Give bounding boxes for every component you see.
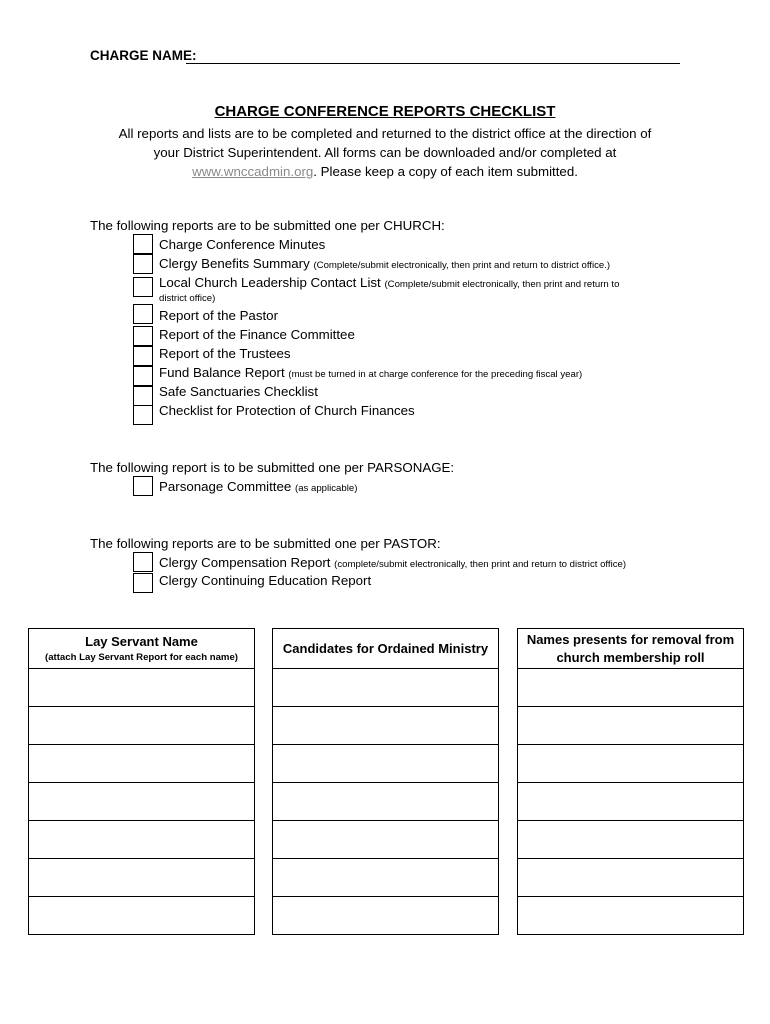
website-link[interactable]: www.wnccadmin.org [192,164,314,179]
intro-line-1: All reports and lists are to be completed and returned to the district office at the direction of [118,126,652,141]
table-row[interactable] [273,821,499,859]
item-leadership-contact-list: Local Church Leadership Contact List (Complete/submit electronically, then print and return to [159,275,620,290]
item-note: (must be turned in at charge conference for the preceding fiscal year) [288,369,583,380]
table-row[interactable] [518,669,744,707]
item-clergy-compensation: Clergy Compensation Report (complete/submit electronically, then print and return to district office) [159,555,627,570]
table-row[interactable] [518,745,744,783]
item-note: (as applicable) [295,483,358,494]
checkbox-clergy-compensation[interactable] [133,552,153,572]
lay-servant-header: Lay Servant Name (attach Lay Servant Report for each name) [29,629,255,669]
item-continuing-education: Clergy Continuing Education Report [159,573,372,588]
item-report-of-trustees: Report of the Trustees [159,346,291,361]
item-note: (complete/submit electronically, then print and return to district office) [334,559,627,570]
parsonage-section-heading: The following report is to be submitted one per PARSONAGE: [90,460,455,475]
checkbox-fund-balance-report[interactable] [133,366,153,386]
table-row[interactable] [273,669,499,707]
checkbox-charge-conference-minutes[interactable] [133,234,153,254]
table-row[interactable] [518,821,744,859]
table-row[interactable] [518,897,744,935]
item-charge-conference-minutes: Charge Conference Minutes [159,237,326,252]
page-title: CHARGE CONFERENCE REPORTS CHECKLIST [214,103,556,120]
table-row[interactable] [29,859,255,897]
removal-table [517,628,744,935]
table-row[interactable] [518,859,744,897]
removal-header: Names presents for removal from church membership roll [518,629,744,669]
intro-line-2: your District Superintendent. All forms can be downloaded and/or completed at [153,145,617,160]
checkbox-report-of-trustees[interactable] [133,346,153,366]
table-row[interactable] [29,745,255,783]
table-row[interactable] [29,783,255,821]
item-note: (Complete/submit electronically, then print and return to [384,279,620,290]
table-row[interactable] [273,745,499,783]
charge-name-label: CHARGE NAME: [90,48,197,63]
table-row[interactable] [29,669,255,707]
item-fund-balance-report: Fund Balance Report (must be turned in at charge conference for the preceding fiscal year) [159,365,583,380]
table-row[interactable] [29,821,255,859]
charge-name-field[interactable] [186,63,680,64]
intro-line-3 [85,162,685,181]
item-note: (Complete/submit electronically, then print and return to district office.) [313,260,611,271]
table-row[interactable] [518,707,744,745]
church-section-heading: The following reports are to be submitted one per CHURCH: [90,218,445,233]
item-clergy-benefits-summary: Clergy Benefits Summary (Complete/submit electronically, then print and return to district office.) [159,256,611,271]
checkbox-clergy-benefits-summary[interactable] [133,254,153,274]
checkbox-finance-committee[interactable] [133,326,153,346]
checkbox-leadership-contact-list[interactable] [133,277,153,297]
checkbox-parsonage-committee[interactable] [133,476,153,496]
item-finance-committee: Report of the Finance Committee [159,327,355,342]
table-row[interactable] [273,707,499,745]
item-note-continued: district office) [159,293,216,304]
table-row[interactable] [273,897,499,935]
checkbox-church-finances[interactable] [133,405,153,425]
candidates-table [272,628,499,935]
lay-servant-subheader: (attach Lay Servant Report for each name) [45,651,238,663]
intro-paragraph [85,124,685,181]
intro-line-3-rest: . Please keep a copy of each item submitted. [313,164,578,179]
table-row[interactable] [29,897,255,935]
table-row[interactable] [273,783,499,821]
item-church-finances: Checklist for Protection of Church Finances [159,403,415,418]
table-row[interactable] [518,783,744,821]
item-report-of-pastor: Report of the Pastor [159,308,278,323]
checkbox-safe-sanctuaries[interactable] [133,386,153,406]
table-row[interactable] [29,707,255,745]
candidates-header: Candidates for Ordained Ministry [273,629,499,669]
checkbox-continuing-education[interactable] [133,573,153,593]
table-row[interactable] [273,859,499,897]
checkbox-report-of-pastor[interactable] [133,304,153,324]
lay-servant-table [28,628,255,935]
pastor-section-heading: The following reports are to be submitted one per PASTOR: [90,536,441,551]
item-parsonage-committee: Parsonage Committee (as applicable) [159,479,358,494]
item-safe-sanctuaries: Safe Sanctuaries Checklist [159,384,318,399]
